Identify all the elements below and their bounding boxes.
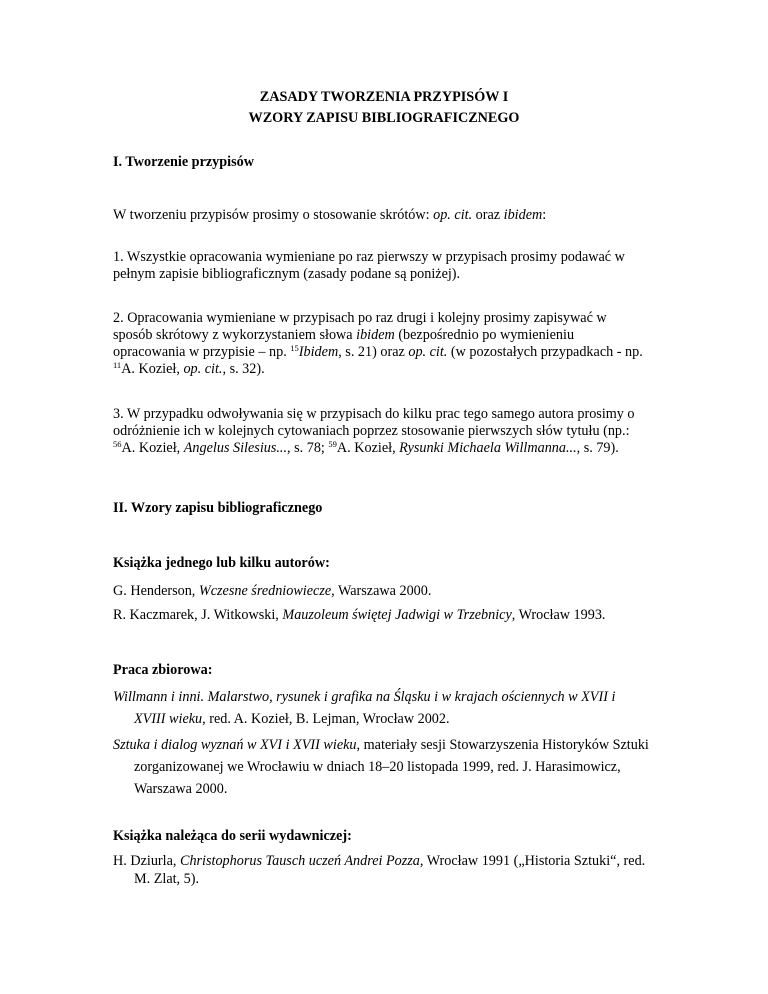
book-title: Wczesne średniowiecze [198,583,332,599]
rule-2-text: sposób skrótowy z wykorzystaniem słowa [113,327,357,343]
footnote-number: 11 [113,360,122,370]
author: H. Dziurla, [113,853,180,869]
publication-info: , materiały sesji Stowarzyszenia Historyków Sztuki [356,737,649,753]
rule-2-line-2 [113,327,673,344]
rule-2-text-4b: , s. 32). [222,361,265,377]
collective-reference-1 [113,686,694,730]
rule-2-line-1: 2. Opracowania wymieniane w przypisach po raz drugi i kolejny prosimy zapisywać w [113,310,607,326]
rule-2-line-4 [113,361,673,378]
rule-2-text-3c: (w pozostałych przypadkach - np. [447,344,643,360]
rule-2-paragraph [113,310,673,378]
series-heading: Książka należąca do serii wydawniczej: [113,828,352,844]
rule-1-paragraph [113,249,673,283]
author: R. Kaczmarek, J. Witkowski, [113,607,283,623]
rule-3-title-1: Angelus Silesius... [183,440,288,456]
rule-2-ibidem: ibidem [356,327,395,343]
publication-info: , Wrocław 1993. [511,607,606,623]
rule-2-opcit: op. cit. [408,344,448,360]
collective-heading: Praca zbiorowa: [113,662,213,678]
book-title: Willmann i inni. Malarstwo, rysunek i grafika na Śląsku i w krajach ościennych w XVII i [113,689,616,705]
book-title-cont: XVIII wieku [134,711,203,727]
rule-3-text-c: A. Kozieł, [336,440,400,456]
intro-colon: : [542,207,547,223]
rule-2-text-4a: A. Kozieł, [121,361,184,377]
title-line-2: WZORY ZAPISU BIBLIOGRAFICZNEGO [248,110,520,126]
title-line-1: ZASADY TWORZENIA PRZYPISÓW I [259,89,509,105]
rule-3-line-1: 3. W przypadku odwoływania się w przypisach do kilku prac tego samego autora prosimy o [113,406,635,422]
rule-3-text-a: A. Kozieł, [121,440,184,456]
book-title: Sztuka i dialog wyznań w XVI i XVII wieku [113,737,357,753]
collective-reference-2 [113,734,694,800]
rule-2-text-3a: opracowania w przypisie – np. [113,344,291,360]
intro-text-2: oraz [472,207,504,223]
publication-info: , Wrocław 1991 („Historia Sztuki“, red. [419,853,646,869]
rule-3-paragraph [113,406,673,457]
books-reference-2 [113,604,673,626]
rule-3-line-3 [113,440,673,457]
rule-3-text-d: , s. 79). [576,440,619,456]
rule-2-text-3b: , s. 21) oraz [338,344,409,360]
author: G. Henderson, [113,583,199,599]
rule-2-line-3 [113,344,673,361]
footnote-number: 56 [113,439,122,449]
footnote-number: 15 [290,343,299,353]
rule-1-line-1: 1. Wszystkie opracowania wymieniane po raz pierwszy w przypisach prosimy podawać w [113,249,625,265]
book-title: Christophorus Tausch uczeń Andrei Pozza [179,853,420,869]
intro-paragraph [113,207,673,224]
rule-2-opcit-example: op. cit. [183,361,223,377]
book-title: Mauzoleum świętej Jadwigi w Trzebnicy [282,607,512,623]
section-2-heading: II. Wzory zapisu bibliograficznego [113,500,323,516]
publication-info-end: Warszawa 2000. [134,781,228,797]
publication-info: , Warszawa 2000. [331,583,432,599]
rule-1-line-2: pełnym zapisie bibliograficznym (zasady podane są poniżej). [113,266,461,282]
books-reference-1 [113,580,673,602]
footnote-number: 59 [328,439,337,449]
intro-ibidem: ibidem [503,207,543,223]
rule-3-text-b: , s. 78; [287,440,329,456]
series-reference-1 [113,852,694,888]
publication-info-cont: M. Zlat, 5). [134,871,200,887]
intro-opcit: op. cit. [433,207,473,223]
rule-3-title-2: Rysunki Michaela Willmanna... [399,440,577,456]
document-title [0,87,768,129]
publication-info: , red. A. Kozieł, B. Lejman, Wrocław 2002. [202,711,450,727]
books-heading: Książka jednego lub kilku autorów: [113,555,330,571]
rule-3-line-2: odróżnienie ich w kolejnych cytowaniach poprzez stosowanie pierwszych słów tytułu (np.: [113,423,630,439]
intro-text: W tworzeniu przypisów prosimy o stosowanie skrótów: [113,207,434,223]
rule-2-ibidem-example: Ibidem [298,344,339,360]
rule-2-text-end: (bezpośrednio po wymienieniu [394,327,575,343]
section-1-heading: I. Tworzenie przypisów [113,154,254,170]
publication-info-cont: zorganizowanej we Wrocławiu w dniach 18–20 listopada 1999, red. J. Harasimowicz, [134,759,621,775]
